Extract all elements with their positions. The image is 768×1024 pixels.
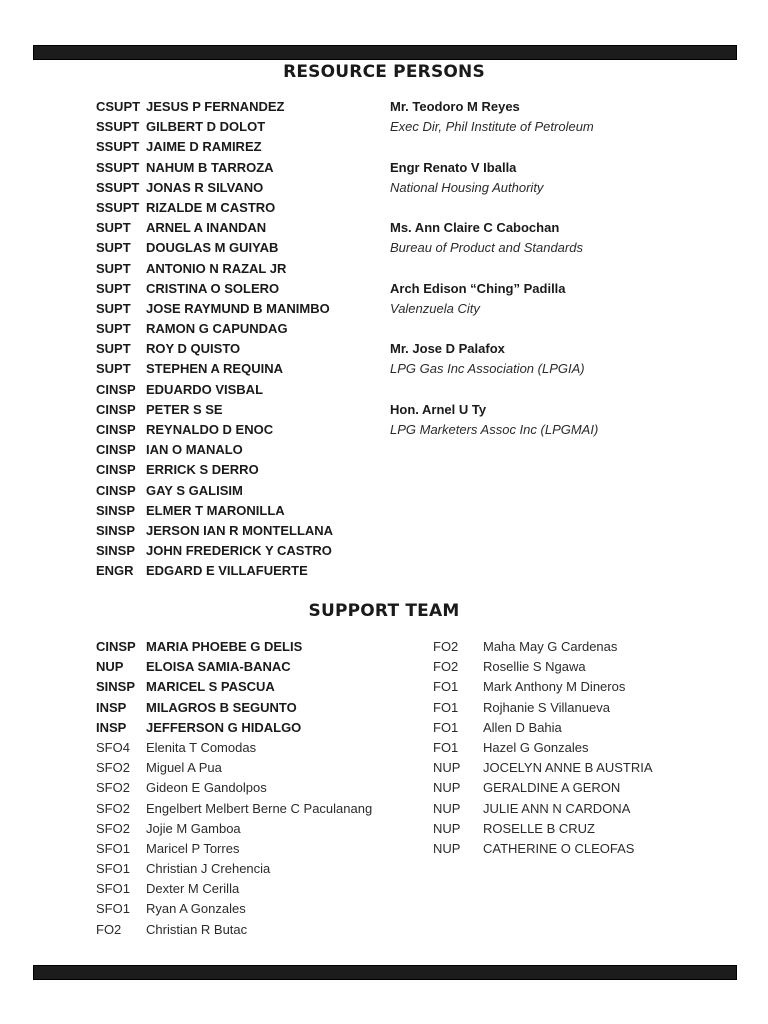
person-name: EDUARDO VISBAL xyxy=(146,381,264,397)
support-member-row xyxy=(96,738,372,758)
rank-label: SFO1 xyxy=(96,840,130,856)
rank-label: NUP xyxy=(96,659,124,675)
rank-label: SUPT xyxy=(96,220,131,236)
resource-person-row xyxy=(96,319,333,339)
rank-label: SSUPT xyxy=(96,139,140,155)
rank-label: SUPT xyxy=(96,240,131,256)
support-member-row xyxy=(96,778,372,798)
resource-person-row xyxy=(96,137,333,157)
resource-person-row xyxy=(96,541,333,561)
person-name: Jojie M Gamboa xyxy=(146,820,241,836)
rank-label: INSP xyxy=(96,719,127,735)
person-name: JESUS P FERNANDEZ xyxy=(146,99,285,114)
support-member-row xyxy=(433,778,653,798)
top-divider-bar xyxy=(33,45,737,60)
person-name: JOSE RAYMUND B MANIMBO xyxy=(146,300,330,316)
person-name: Elenita T Comodas xyxy=(146,739,257,755)
rank-label: SSUPT xyxy=(96,119,140,135)
speaker-name: Mr. Teodoro M Reyes xyxy=(390,99,520,114)
rank-label: SUPT xyxy=(96,300,131,316)
support-member-row xyxy=(433,718,653,738)
person-name: NAHUM B TARROZA xyxy=(146,159,274,175)
rank-label: CINSP xyxy=(96,639,136,654)
speaker-organization: Bureau of Product and Standards xyxy=(390,240,583,256)
resource-person-row xyxy=(96,561,333,581)
rank-label: SINSP xyxy=(96,522,136,538)
resource-person-row xyxy=(96,198,333,218)
rank-label: SSUPT xyxy=(96,179,140,195)
support-member-row xyxy=(433,698,653,718)
person-name: MARIA PHOEBE G DELIS xyxy=(146,639,303,654)
rank-label: SFO2 xyxy=(96,760,130,776)
resource-person-row xyxy=(96,481,333,501)
rank-label: INSP xyxy=(96,699,127,715)
person-name: Ryan A Gonzales xyxy=(146,901,246,917)
rank-label: SINSP xyxy=(96,543,136,559)
resource-person-row xyxy=(96,259,333,279)
rank-label: SFO1 xyxy=(96,901,130,917)
speaker-entry xyxy=(390,339,598,379)
speaker-name: Hon. Arnel U Ty xyxy=(390,401,487,417)
person-name: CRISTINA O SOLERO xyxy=(146,280,280,296)
rank-label: SSUPT xyxy=(96,199,140,215)
resource-person-row xyxy=(96,460,333,480)
person-name: Mark Anthony M Dineros xyxy=(483,679,626,695)
person-name: JAIME D RAMIREZ xyxy=(146,139,262,155)
rank-label: CINSP xyxy=(96,462,136,478)
rank-label: NUP xyxy=(433,800,461,816)
support-member-row xyxy=(96,799,372,819)
speaker-entry xyxy=(390,400,598,440)
rank-label: SSUPT xyxy=(96,159,140,175)
support-member-row xyxy=(96,637,372,657)
rank-label: SFO2 xyxy=(96,800,130,816)
person-name: ELMER T MARONILLA xyxy=(146,502,285,518)
rank-label: SINSP xyxy=(96,502,136,518)
support-member-row xyxy=(96,920,372,940)
support-member-row xyxy=(433,637,653,657)
person-name: RIZALDE M CASTRO xyxy=(146,199,276,215)
support-member-row xyxy=(433,799,653,819)
support-member-row xyxy=(433,758,653,778)
rank-label: SFO2 xyxy=(96,820,130,836)
support-member-row xyxy=(96,657,372,677)
person-name: ANTONIO N RAZAL JR xyxy=(146,260,287,276)
resource-person-row xyxy=(96,400,333,420)
rank-label: FO1 xyxy=(433,699,459,715)
rank-label: ENGR xyxy=(96,563,134,579)
support-member-row xyxy=(433,819,653,839)
support-member-row xyxy=(433,677,653,697)
person-name: STEPHEN A REQUINA xyxy=(146,361,283,377)
resource-persons-heading: RESOURCE PERSONS xyxy=(283,62,485,82)
rank-label: SFO1 xyxy=(96,881,130,897)
speaker-entry xyxy=(390,279,598,319)
rank-label: SINSP xyxy=(96,679,136,695)
speaker-organization: National Housing Authority xyxy=(390,179,544,195)
person-name: Allen D Bahia xyxy=(483,719,562,735)
support-team-heading: SUPPORT TEAM xyxy=(308,601,460,621)
person-name: ROY D QUISTO xyxy=(146,341,241,357)
rank-label: NUP xyxy=(433,760,461,776)
resource-person-row xyxy=(96,440,333,460)
person-name: GILBERT D DOLOT xyxy=(146,119,266,135)
rank-label: FO1 xyxy=(433,739,459,755)
person-name: GAY S GALISIM xyxy=(146,482,243,498)
resource-person-row xyxy=(96,158,333,178)
speaker-name: Ms. Ann Claire C Cabochan xyxy=(390,220,560,236)
person-name: RAMON G CAPUNDAG xyxy=(146,321,288,337)
person-name: IAN O MANALO xyxy=(146,442,243,458)
rank-label: SFO2 xyxy=(96,780,130,796)
support-member-row xyxy=(96,718,372,738)
person-name: Rosellie S Ngawa xyxy=(483,659,586,675)
person-name: Gideon E Gandolpos xyxy=(146,780,267,796)
rank-label: CINSP xyxy=(96,381,136,397)
resource-person-row xyxy=(96,359,333,379)
speakers-list xyxy=(390,97,598,460)
speaker-name: Mr. Jose D Palafox xyxy=(390,341,505,357)
rank-label: SUPT xyxy=(96,361,131,377)
rank-label: NUP xyxy=(433,820,461,836)
support-member-row xyxy=(96,677,372,697)
resource-person-row xyxy=(96,178,333,198)
person-name: Engelbert Melbert Berne C Paculanang xyxy=(146,800,373,816)
rank-label: SUPT xyxy=(96,280,131,296)
person-name: Christian R Butac xyxy=(146,921,248,937)
person-name: ELOISA SAMIA-BANAC xyxy=(146,659,291,675)
support-member-row xyxy=(433,738,653,758)
rank-label: FO2 xyxy=(96,921,122,937)
person-name: PETER S SE xyxy=(146,401,223,417)
rank-label: SUPT xyxy=(96,341,131,357)
rank-label: FO2 xyxy=(433,659,459,675)
rank-label: SUPT xyxy=(96,260,131,276)
resource-person-row xyxy=(96,218,333,238)
bottom-divider-bar xyxy=(33,965,737,980)
person-name: ROSELLE B CRUZ xyxy=(483,820,595,836)
support-member-row xyxy=(96,859,372,879)
rank-label: CSUPT xyxy=(96,99,141,114)
resource-person-row xyxy=(96,521,333,541)
resource-persons-list xyxy=(96,97,333,582)
person-name: EDGARD E VILLAFUERTE xyxy=(146,563,308,579)
person-name: Rojhanie S Villanueva xyxy=(483,699,610,715)
person-name: Miguel A Pua xyxy=(146,760,222,776)
rank-label: CINSP xyxy=(96,422,136,437)
support-member-row xyxy=(96,758,372,778)
rank-label: SUPT xyxy=(96,321,131,337)
rank-label: CINSP xyxy=(96,401,136,417)
person-name: Maha May G Cardenas xyxy=(483,639,618,654)
person-name: Maricel P Torres xyxy=(146,840,240,856)
resource-person-row xyxy=(96,420,333,440)
person-name: Christian J Crehencia xyxy=(146,861,271,877)
person-name: ARNEL A INANDAN xyxy=(146,220,267,236)
support-member-row xyxy=(96,899,372,919)
support-member-row xyxy=(433,657,653,677)
support-team-right-list xyxy=(433,637,653,859)
rank-label: CINSP xyxy=(96,442,136,458)
resource-person-row xyxy=(96,380,333,400)
person-name: MILAGROS B SEGUNTO xyxy=(146,699,297,715)
person-name: JOCELYN ANNE B AUSTRIA xyxy=(483,760,653,776)
rank-label: NUP xyxy=(433,780,461,796)
speaker-organization: Valenzuela City xyxy=(390,300,480,316)
resource-person-row xyxy=(96,279,333,299)
person-name: CATHERINE O CLEOFAS xyxy=(483,840,635,856)
person-name: DOUGLAS M GUIYAB xyxy=(146,240,279,256)
person-name: GERALDINE A GERON xyxy=(483,780,621,796)
person-name: JONAS R SILVANO xyxy=(146,179,264,195)
person-name: REYNALDO D ENOC xyxy=(146,422,274,437)
support-member-row xyxy=(96,879,372,899)
resource-person-row xyxy=(96,97,333,117)
resource-person-row xyxy=(96,117,333,137)
rank-label: FO2 xyxy=(433,639,459,654)
support-member-row xyxy=(433,839,653,859)
person-name: Hazel G Gonzales xyxy=(483,739,589,755)
speaker-entry xyxy=(390,218,598,258)
resource-person-row xyxy=(96,339,333,359)
speaker-organization: LPG Gas Inc Association (LPGIA) xyxy=(390,361,585,377)
person-name: JOHN FREDERICK Y CASTRO xyxy=(146,543,332,559)
rank-label: CINSP xyxy=(96,482,136,498)
person-name: Dexter M Cerilla xyxy=(146,881,240,897)
speaker-organization: Exec Dir, Phil Institute of Petroleum xyxy=(390,119,594,135)
resource-person-row xyxy=(96,501,333,521)
support-member-row xyxy=(96,819,372,839)
rank-label: FO1 xyxy=(433,679,459,695)
resource-person-row xyxy=(96,299,333,319)
person-name: ERRICK S DERRO xyxy=(146,462,259,478)
person-name: JULIE ANN N CARDONA xyxy=(483,800,631,816)
speaker-organization: LPG Marketers Assoc Inc (LPGMAI) xyxy=(390,422,599,437)
rank-label: SFO4 xyxy=(96,739,130,755)
resource-person-row xyxy=(96,238,333,258)
rank-label: NUP xyxy=(433,840,461,856)
person-name: MARICEL S PASCUA xyxy=(146,679,275,695)
support-member-row xyxy=(96,698,372,718)
support-team-left-list xyxy=(96,637,372,940)
speaker-name: Engr Renato V Iballa xyxy=(390,159,517,175)
speaker-name: Arch Edison “Ching” Padilla xyxy=(390,280,566,296)
person-name: JEFFERSON G HIDALGO xyxy=(146,719,302,735)
speaker-entry xyxy=(390,158,598,198)
rank-label: SFO1 xyxy=(96,861,130,877)
speaker-entry xyxy=(390,97,598,137)
support-member-row xyxy=(96,839,372,859)
person-name: JERSON IAN R MONTELLANA xyxy=(146,522,334,538)
rank-label: FO1 xyxy=(433,719,459,735)
